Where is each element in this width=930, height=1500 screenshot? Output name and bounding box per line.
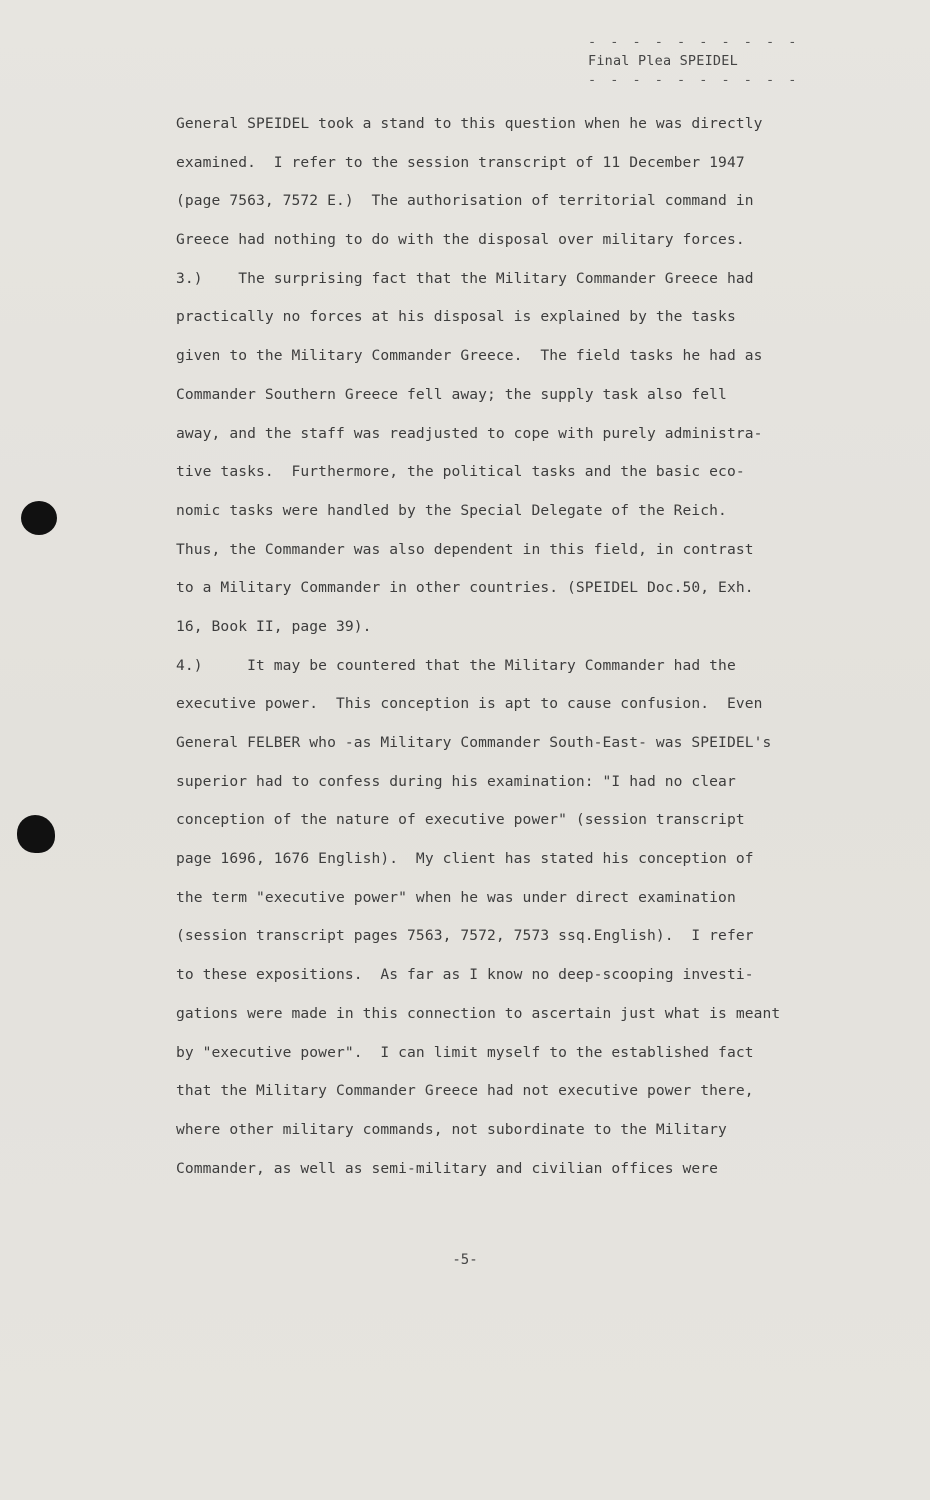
text-line: by "executive power". I can limit myself to the established fact (176, 1043, 754, 1061)
header-rule-bottom: - - - - - - - - - - (588, 72, 800, 88)
text-line: the term "executive power" when he was under direct examination (176, 888, 736, 906)
punch-hole-top (21, 501, 57, 535)
page-number: -5- (452, 1252, 478, 1268)
text-line: Commander Southern Greece fell away; the supply task also fell (176, 385, 727, 403)
text-line: gations were made in this connection to ascertain just what is meant (176, 1004, 781, 1022)
text-line: that the Military Commander Greece had not executive power there, (176, 1082, 754, 1100)
header-rule-top: - - - - - - - - - - (588, 34, 800, 50)
text-line: where other military commands, not subordinate to the Military (176, 1120, 727, 1138)
text-line: General SPEIDEL took a stand to this question when he was directly (176, 115, 763, 132)
text-line: 3.) The surprising fact that the Military Commander Greece had (176, 269, 754, 287)
text-line: (session transcript pages 7563, 7572, 7573 ssq.English). I refer (176, 927, 754, 945)
document-header (588, 34, 800, 88)
text-line: conception of the nature of executive power" (session transcript (176, 811, 745, 829)
text-line: practically no forces at his disposal is explained by the tasks (176, 308, 736, 326)
punch-hole-bottom (17, 815, 55, 853)
text-line: to a Military Commander in other countries. (SPEIDEL Doc.50, Exh. (176, 579, 754, 597)
text-line: 4.) It may be countered that the Military Commander had the (176, 656, 736, 674)
text-line: Commander, as well as semi-military and civilian offices were (176, 1159, 719, 1177)
text-line: given to the Military Commander Greece. The field tasks he had as (176, 347, 763, 365)
text-line: examined. I refer to the session transcript of 11 December 1947 (176, 153, 745, 171)
text-line: away, and the staff was readjusted to cope with purely administra- (176, 424, 763, 442)
document-body (176, 110, 856, 1193)
text-line: General FELBER who -as Military Commander South-East- was SPEIDEL's (176, 734, 772, 751)
text-line: superior had to confess during his examination: "I had no clear (176, 772, 736, 790)
text-line: Greece had nothing to do with the disposal over military forces. (176, 231, 745, 249)
text-line: executive power. This conception is apt to cause confusion. Even (176, 695, 763, 713)
text-line: Thus, the Commander was also dependent in this field, in contrast (176, 540, 754, 558)
text-line: to these expositions. As far as I know no deep-scooping investi- (176, 966, 754, 984)
text-line: nomic tasks were handled by the Special Delegate of the Reich. (176, 501, 727, 519)
text-line: 16, Book II, page 39). (176, 617, 372, 635)
text-line: (page 7563, 7572 E.) The authorisation of territorial command in (176, 192, 754, 210)
text-line: page 1696, 1676 English). My client has stated his conception of (176, 850, 754, 868)
header-title: Final Plea SPEIDEL (588, 53, 738, 69)
text-line: tive tasks. Furthermore, the political tasks and the basic eco- (176, 463, 745, 481)
